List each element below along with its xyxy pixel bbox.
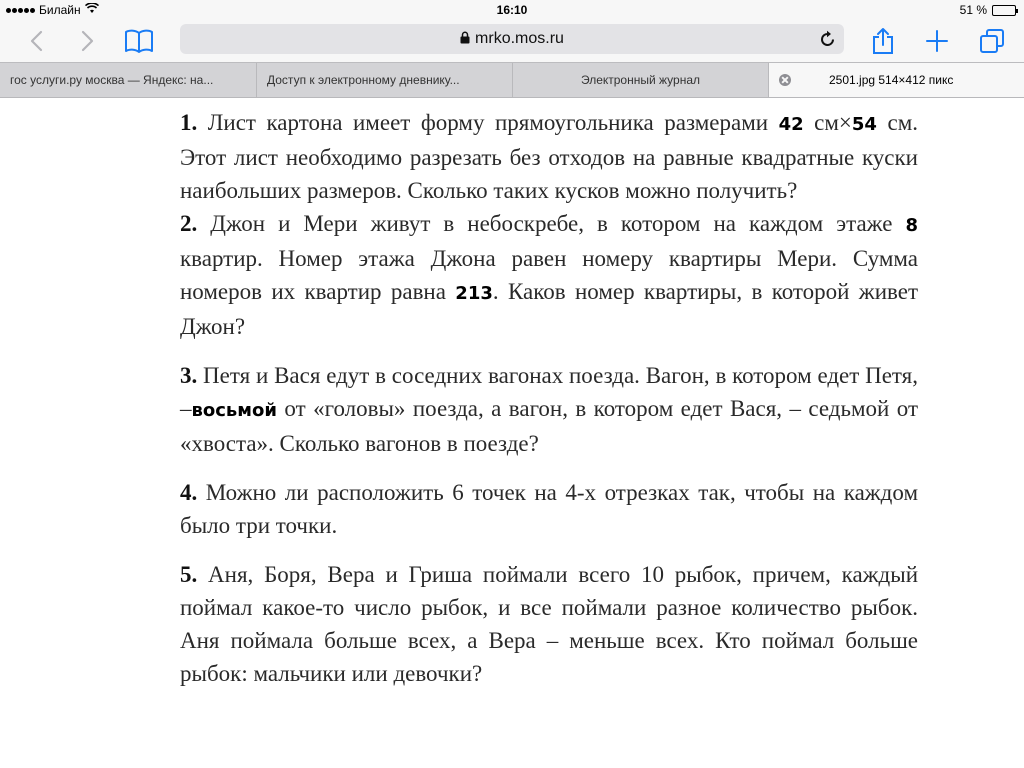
tab-label: гос услуги.ру москва — Яндекс: на...	[10, 73, 214, 87]
problem-3	[180, 359, 918, 460]
reload-icon[interactable]	[820, 30, 836, 53]
tab-electronic-journal[interactable]	[513, 63, 769, 97]
problem-5	[180, 558, 918, 690]
share-button[interactable]	[868, 24, 898, 58]
status-bar	[0, 0, 1024, 20]
tab-bar	[0, 62, 1024, 98]
battery-percent: 51 %	[959, 3, 987, 17]
new-tab-button[interactable]	[922, 24, 952, 58]
problem-text: см. Этот лист необходимо разрезать без отходов на равные квадратные куски наибольших размеров. Сколько таких кусков можно получить?	[180, 110, 919, 203]
plus-icon	[926, 30, 948, 52]
chevron-left-icon	[29, 30, 43, 52]
status-right	[960, 3, 1016, 17]
tab-image-active[interactable]	[769, 63, 1024, 97]
problem-number: 3.	[180, 363, 198, 388]
problem-list	[180, 106, 918, 690]
tab-label: 2501.jpg 514×412 пикс	[829, 73, 954, 87]
problem-number: 1.	[180, 110, 198, 135]
highlighted-number: 42	[778, 114, 804, 135]
address-bar[interactable]	[180, 24, 844, 54]
problem-text: Аня, Боря, Вера и Гриша поймали всего 10 рыбок, причем, каждый поймал какое-то число рыбок, и все поймали разное количество рыбок. Аня поймала больше всех, а Вера – меньше всех. Кто поймал больше рыбок: мальчики или девочки?	[180, 562, 919, 686]
problem-text: Лист картона имеет форму прямоугольника размерами	[207, 110, 779, 135]
url-text: mrko.mos.ru	[475, 30, 564, 47]
problem-number: 4.	[180, 480, 198, 505]
problem-text: Джон и Мери живут в небоскребе, в котором на каждом этаже	[210, 211, 906, 236]
highlighted-number: 54	[851, 114, 877, 135]
book-icon	[124, 29, 154, 53]
tabs-icon	[979, 28, 1005, 54]
highlighted-number: 213	[455, 283, 493, 304]
battery-icon	[992, 5, 1016, 16]
problem-4	[180, 476, 918, 542]
tab-gosuslugi[interactable]	[0, 63, 257, 97]
browser-toolbar	[0, 20, 1024, 62]
chevron-right-icon	[81, 30, 95, 52]
problem-text: Можно ли расположить 6 точек на 4-х отрезках так, чтобы на каждом было три точки.	[180, 480, 918, 538]
problem-text: от «головы» поезда, а вагон, в котором едет Вася, – седьмой от «хвоста». Сколько вагонов в поезде?	[180, 396, 918, 456]
tab-label: Доступ к электронному дневнику...	[267, 73, 460, 87]
problem-text: квартир. Номер этажа Джона равен номеру квартиры Мери. Сумма номеров их квартир равна	[180, 246, 918, 304]
problem-1	[180, 106, 918, 207]
forward-button[interactable]	[74, 24, 102, 58]
back-button[interactable]	[22, 24, 50, 58]
problem-text: Петя и Вася едут в соседних вагонах поезда. Вагон, в котором едет Петя, –	[180, 363, 918, 421]
problem-number: 5.	[180, 562, 198, 587]
bookmarks-button[interactable]	[122, 24, 156, 58]
clock: 16:10	[496, 3, 528, 17]
highlighted-word: восьмой	[191, 400, 277, 421]
problem-2	[180, 207, 918, 343]
highlighted-number: 8	[905, 215, 918, 236]
lock-icon	[460, 31, 470, 44]
carrier-name: Билайн	[39, 3, 81, 17]
problem-text: . Каков номер квартиры, в которой живет Джон?	[180, 279, 918, 339]
problem-number: 2.	[180, 211, 198, 236]
close-tab-icon[interactable]	[779, 74, 791, 86]
tab-label: Электронный журнал	[580, 73, 701, 87]
url-display	[180, 30, 844, 48]
share-icon	[872, 27, 894, 55]
tab-dnevnik-access[interactable]	[257, 63, 513, 97]
page-content	[0, 98, 1024, 768]
problem-text: см×	[803, 110, 852, 135]
tabs-overview-button[interactable]	[976, 24, 1008, 58]
